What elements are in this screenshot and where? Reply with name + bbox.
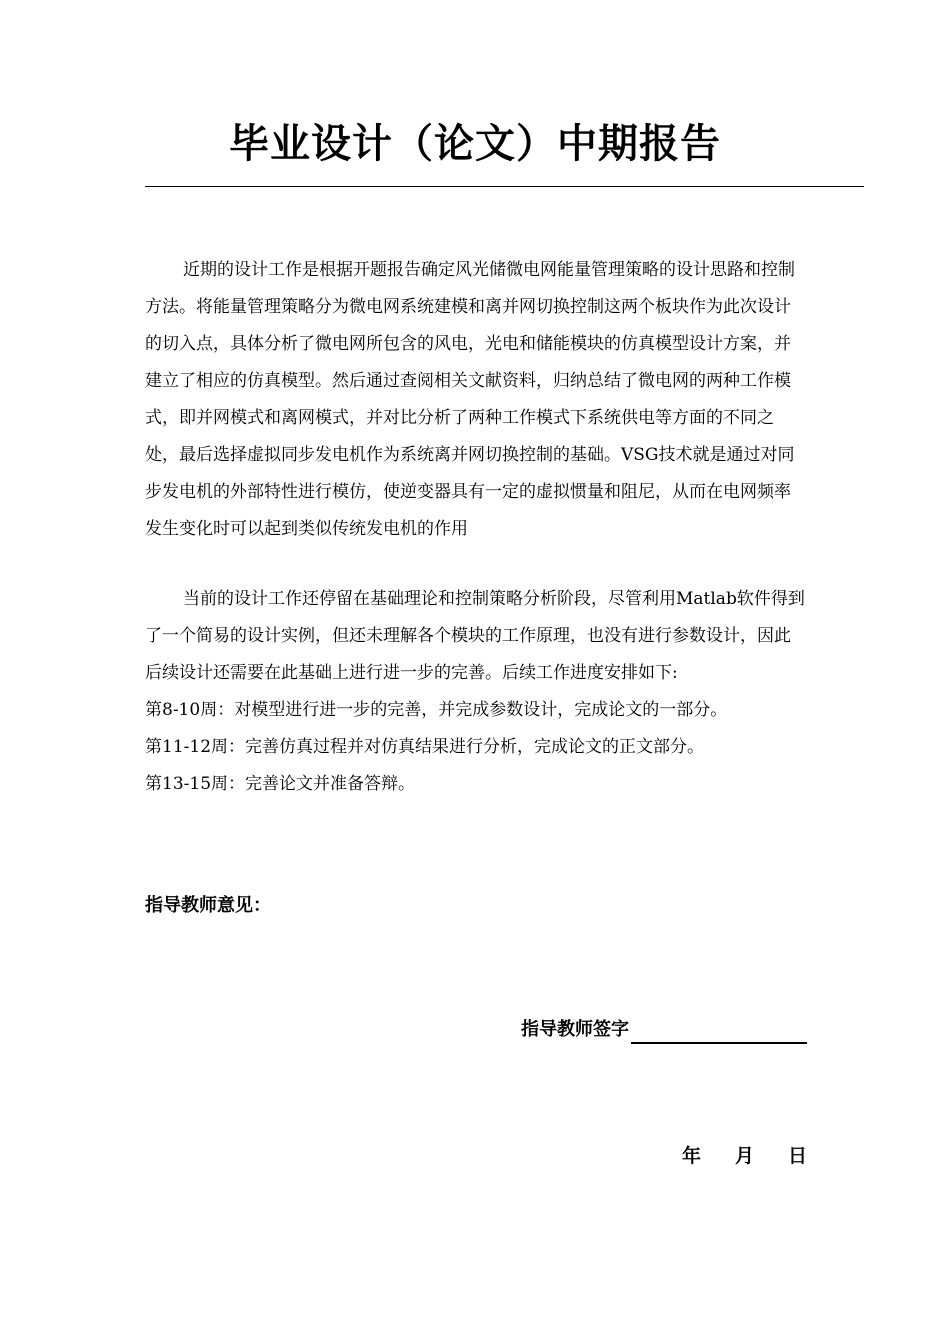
schedule-item: 第11-12周：完善仿真过程并对仿真结果进行分析，完成论文的正文部分。 [145,737,705,757]
advisor-opinion-label: 指导教师意见： [145,895,271,916]
page-title: 毕业设计（论文）中期报告 [229,121,721,167]
signature-row [521,1016,807,1044]
plan-paragraph [145,581,807,803]
progress-paragraph [145,252,807,548]
paragraph-text: 当前的设计工作还停留在基础理论和控制策略分析阶段，尽管利用Matlab软件得到了一个简易的设计实例，但还未理解各个模块的工作原理，也没有进行参数设计，因此后续设计还需要在此基础上进行进一步的完善。后续工作进度安排如下: [145,589,805,683]
title-divider [145,186,864,187]
schedule-item: 第8-10周：对模型进行进一步的完善，并完成参数设计，完成论文的一部分。 [145,700,728,720]
date-row [682,1142,807,1170]
signature-line[interactable] [631,1020,807,1044]
date-month-label: 月 [734,1145,754,1167]
date-year-label: 年 [681,1145,701,1167]
signature-label: 指导教师签字 [521,1019,629,1040]
date-day-label: 日 [787,1145,807,1167]
schedule-item: 第13-15周：完善论文并准备答辩。 [145,774,416,794]
paragraph-text: 近期的设计工作是根据开题报告确定风光储微电网能量管理策略的设计思路和控制方法。将能量管理策略分为微电网系统建模和离并网切换控制这两个板块作为此次设计的切入点，具体分析了微电网所包含的风电，光电和储能模块的仿真模型设计方案，并建立了相应的仿真模型。然后通过查阅相关文献资料，归纳总结了微电网的两种工作模式，即并网模式和离网模式，并对比分析了两种工作模式下系统供电等方面的不同之处，最后选择虚拟同步发电机作为系统离并网切换控制的基础。VSG技术就是通过对同步发电机的外部特性进行模仿，使逆变器具有一定的虚拟惯量和阻尼，从而在电网频率发生变化时可以起到类似传统发电机的作用 [145,260,795,539]
